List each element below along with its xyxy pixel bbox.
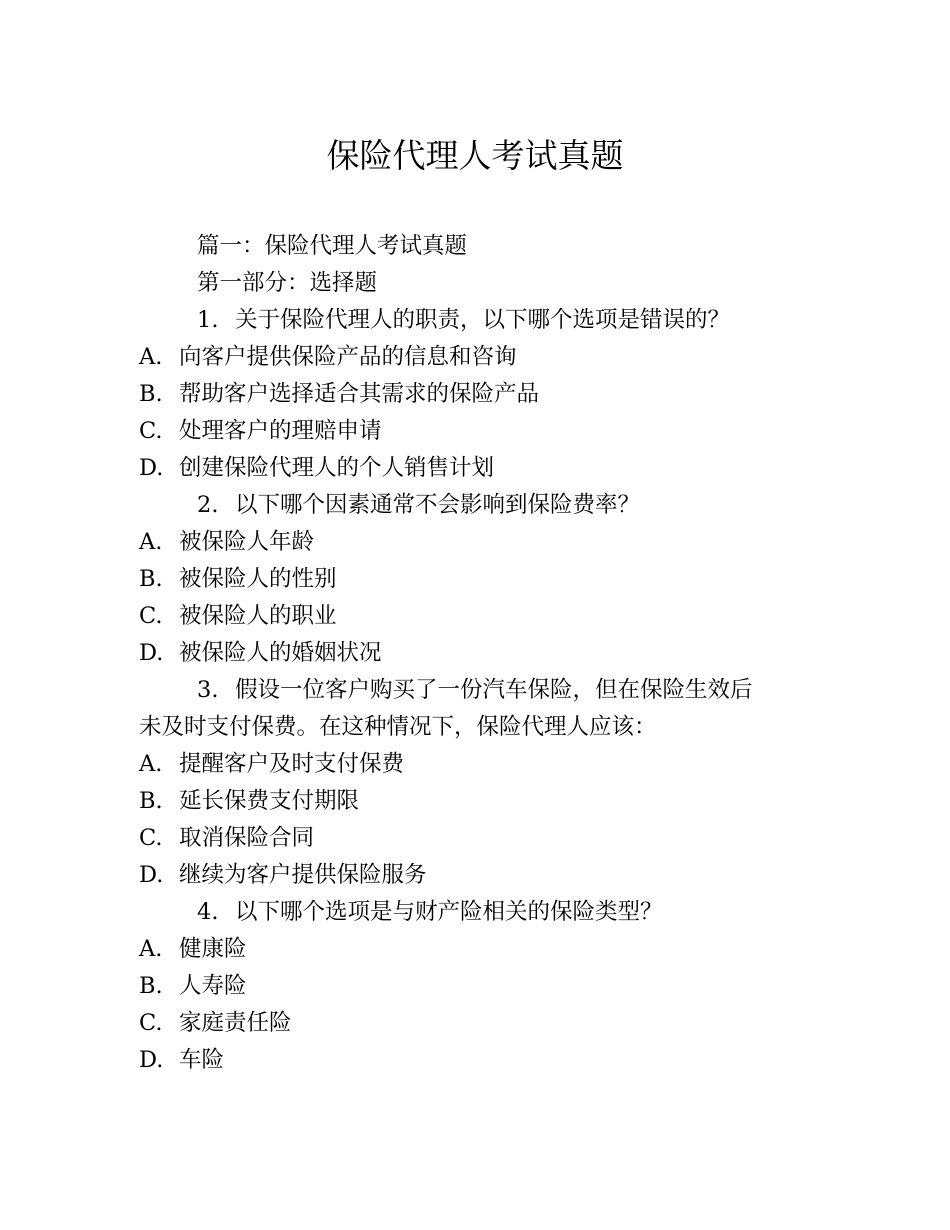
question-number: 3. [197,677,219,703]
option-text: 处理客户的理赔申请 [179,418,382,444]
answer-option [139,1042,819,1079]
option-text: 健康险 [179,936,247,962]
option-letter: D. [139,640,164,666]
question-stem-text: 以下哪个因素通常不会影响到保险费率？ [235,492,641,518]
question-2 [139,487,819,672]
answer-option [139,561,819,598]
question-stem [139,487,819,524]
option-text: 向客户提供保险产品的信息和咨询 [179,344,517,370]
option-letter: A. [139,529,163,555]
question-stem [139,672,819,709]
question-list [139,302,819,1079]
question-number: 2. [197,492,219,518]
answer-option [139,450,819,487]
option-text: 家庭责任险 [179,1010,292,1036]
answer-option [139,376,819,413]
answer-option [139,931,819,968]
answer-option [139,635,819,672]
question-4 [139,894,819,1079]
option-text: 被保险人的婚姻状况 [179,640,382,666]
option-letter: B. [139,973,163,999]
option-letter: B. [139,566,163,592]
option-text: 人寿险 [179,973,247,999]
question-1 [139,302,819,487]
question-number: 4. [197,899,219,925]
option-letter: C. [139,825,163,851]
question-stem-text: 假设一位客户购买了一份汽车保险，但在保险生效后 [235,677,753,703]
option-text: 延长保费支付期限 [179,788,360,814]
option-text: 创建保险代理人的个人销售计划 [179,455,495,481]
question-stem [139,894,819,931]
answer-option [139,820,819,857]
answer-option [139,783,819,820]
option-letter: B. [139,788,163,814]
option-letter: A. [139,344,163,370]
option-letter: A. [139,936,163,962]
question-stem [139,302,819,339]
option-letter: D. [139,1047,164,1073]
question-stem-text: 关于保险代理人的职责，以下哪个选项是错误的？ [235,307,731,333]
option-text: 被保险人的性别 [179,566,337,592]
question-stem-text: 以下哪个选项是与财产险相关的保险类型？ [235,899,663,925]
answer-option [139,598,819,635]
answer-option [139,968,819,1005]
document-body [139,228,819,1079]
option-text: 提醒客户及时支付保费 [179,751,405,777]
option-letter: C. [139,603,163,629]
question-3 [139,672,819,894]
part-heading: 第一部分：选择题 [197,270,378,296]
question-stem-continuation: 未及时支付保费。在这种情况下，保险代理人应该： [139,714,657,740]
option-letter: D. [139,862,164,888]
option-text: 继续为客户提供保险服务 [179,862,427,888]
answer-option [139,857,819,894]
option-text: 被保险人的职业 [179,603,337,629]
option-letter: C. [139,1010,163,1036]
document-title: 保险代理人考试真题 [326,136,624,175]
option-text: 被保险人年龄 [179,529,315,555]
answer-option [139,746,819,783]
answer-option [139,413,819,450]
option-letter: B. [139,381,163,407]
option-letter: A. [139,751,163,777]
option-letter: C. [139,418,163,444]
section-heading: 篇一：保险代理人考试真题 [197,233,468,259]
answer-option [139,339,819,376]
option-text: 帮助客户选择适合其需求的保险产品 [179,381,540,407]
option-text: 取消保险合同 [179,825,315,851]
option-letter: D. [139,455,164,481]
question-number: 1. [197,307,219,333]
answer-option [139,524,819,561]
option-text: 车险 [179,1047,225,1073]
answer-option [139,1005,819,1042]
